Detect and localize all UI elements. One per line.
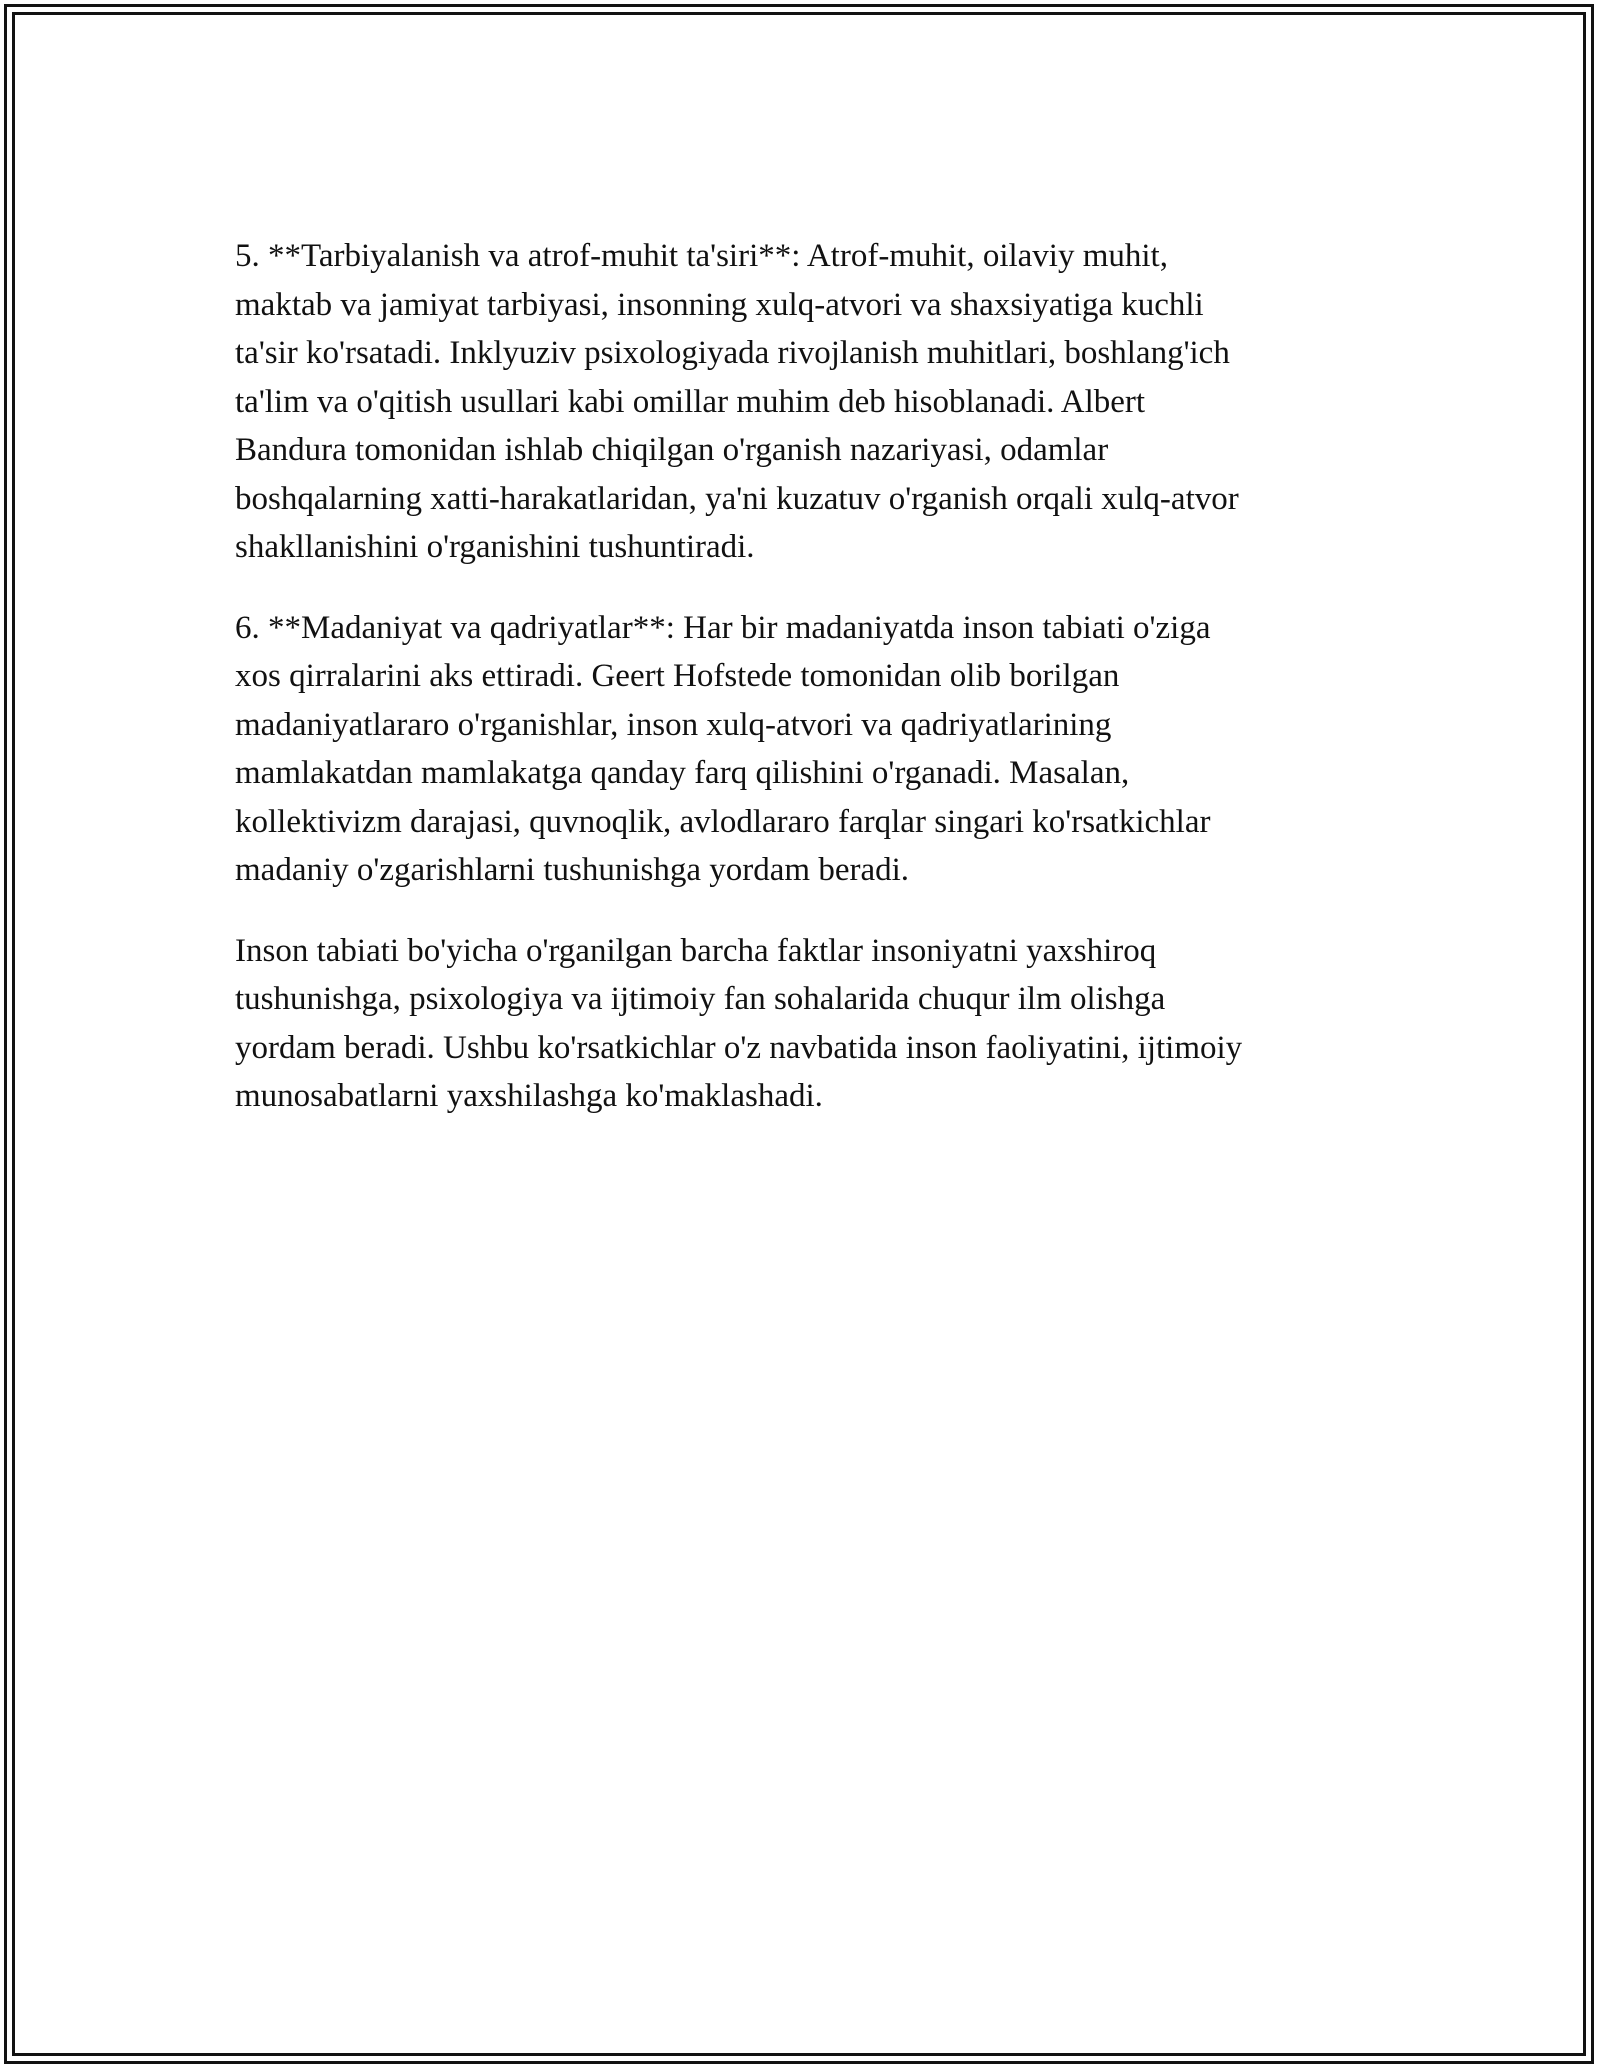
- text-line: ta'lim va o'qitish usullari kabi omillar muhim deb hisoblanadi. Albert: [235, 383, 1146, 420]
- paragraph-culture: [235, 604, 1375, 895]
- text-line: madaniy o'zgarishlarni tushunishga yordam beradi.: [235, 852, 910, 888]
- text-line: Inson tabiati bo'yicha o'rganilgan barcha faktlar insoniyatni yaxshiroq: [235, 932, 1157, 969]
- text-line: madaniyatlararo o'rganishlar, inson xulq-atvori va qadriyatlarining: [235, 706, 1112, 743]
- text-line: 5. **Tarbiyalanish va atrof-muhit ta'siri**: Atrof-muhit, oilaviy muhit,: [235, 238, 1168, 274]
- text-line: shakllanishini o'rganishini tushuntiradi.: [235, 529, 755, 565]
- text-line: maktab va jamiyat tarbiyasi, insonning xulq-atvori va shaxsiyatiga kuchli: [235, 286, 1204, 323]
- document-body: [235, 232, 1375, 1153]
- paragraph-conclusion: [235, 927, 1375, 1121]
- text-line: yordam beradi. Ushbu ko'rsatkichlar o'z navbatida inson faoliyatini, ijtimoiy: [235, 1029, 1243, 1066]
- text-line: tushunishga, psixologiya va ijtimoiy fan sohalarida chuqur ilm olishga: [235, 981, 1166, 1017]
- text-line: munosabatlarni yaxshilashga ko'maklashadi.: [235, 1078, 823, 1114]
- text-line: mamlakatdan mamlakatga qanday farq qilishini o'rganadi. Masalan,: [235, 755, 1130, 791]
- text-line: kollektivizm darajasi, quvnoqlik, avlodlararo farqlar singari ko'rsatkichlar: [235, 803, 1211, 840]
- text-line: ta'sir ko'rsatadi. Inklyuziv psixologiyada rivojlanish muhitlari, boshlang'ich: [235, 335, 1230, 371]
- text-line: 6. **Madaniyat va qadriyatlar**: Har bir madaniyatda inson tabiati o'ziga: [235, 609, 1211, 646]
- text-line: Bandura tomonidan ishlab chiqilgan o'rganish nazariyasi, odamlar: [235, 432, 1109, 468]
- text-line: boshqalarning xatti-harakatlaridan, ya'ni kuzatuv o'rganish orqali xulq-atvor: [235, 480, 1239, 517]
- text-line: xos qirralarini aks ettiradi. Geert Hofstede tomonidan olib borilgan: [235, 658, 1120, 694]
- paragraph-upbringing: [235, 232, 1375, 572]
